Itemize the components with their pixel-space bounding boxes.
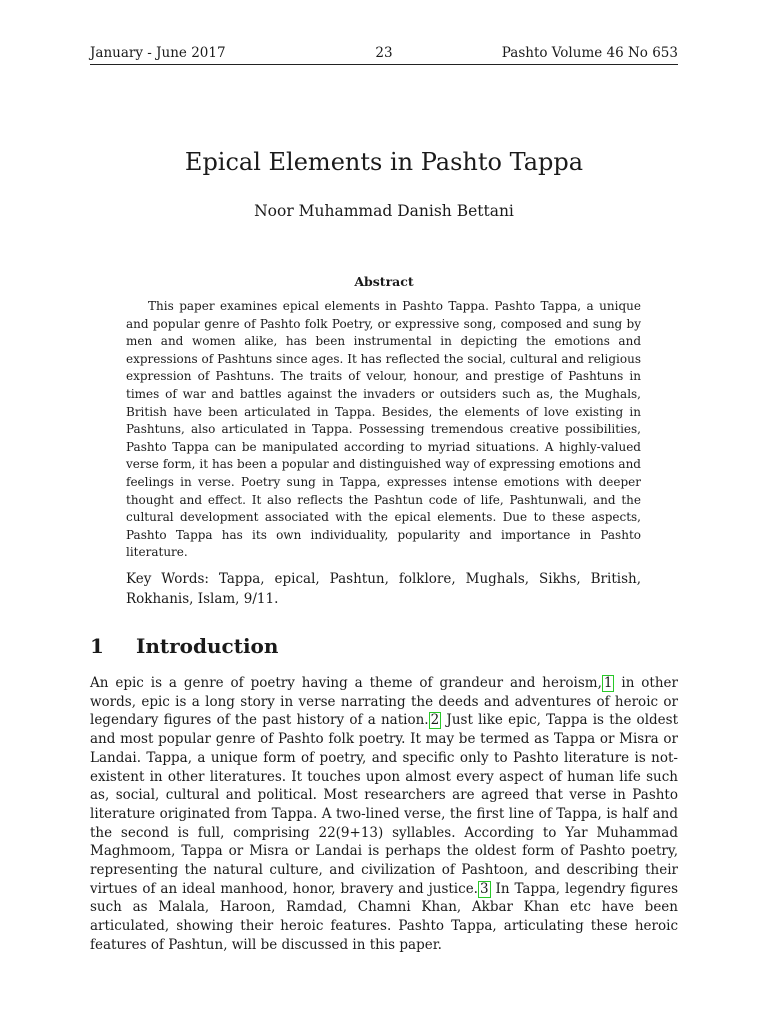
paper-title: Epical Elements in Pashto Tappa	[184, 148, 584, 176]
section-number: 1	[90, 634, 104, 658]
intro-text-1: An epic is a genre of poetry having a theme of grandeur and heroism,	[90, 675, 602, 691]
section-heading-introduction	[90, 633, 678, 659]
abstract-heading: Abstract	[354, 274, 414, 289]
intro-text-2: in other words, epic is a long story in verse narrating the deeds and adventures of heroic or legendary figures of the past history of a nation.	[90, 675, 678, 729]
page-number: 23	[375, 45, 393, 61]
intro-text-3: Just like epic, Tappa is the oldest and most popular genre of Pashto folk poetry. It may be termed as Tappa or Misra or Landai. Tappa, a unique form of poetry, and specific only to Pashto literature is not-existent in other literatures. It touches upon almost every aspect of human life such as, social, cultural and political. Most researchers are agreed that verse in Pashto literature originated from Tappa. A two-lined verse, the first line of Tappa, is half and the second is full, comprising 22(9+13) syllables. According to Yar Muhammad Maghmoom, Tappa or Misra or Landai is perhaps the oldest form of Pashto poetry, representing the natural culture, and civilization of Pashtoon, and describing their virtues of an ideal manhood, honor, bravery and justice.	[90, 712, 678, 897]
journal-volume: Pashto Volume 46 No 653	[501, 45, 678, 61]
introduction-paragraph	[90, 674, 678, 955]
author-name: Noor Muhammad Danish Bettani	[254, 202, 514, 220]
citation-link-3[interactable]: 3	[479, 880, 489, 897]
citation-link-2[interactable]: 2	[430, 712, 440, 729]
keywords: Key Words: Tappa, epical, Pashtun, folklore, Mughals, Sikhs, British, Rokhanis, Islam, 9/11.	[126, 571, 641, 607]
abstract-text: This paper examines epical elements in Pashto Tappa. Pashto Tappa, a unique and popular genre of Pashto folk Poetry, or expressive song, composed and sung by men and women alike, has been instrumental in depicting the emotions and expressions of Pashtuns since ages. It has reflected the social, cultural and religious expression of Pashtuns. The traits of velour, honour, and prestige of Pashtuns in times of war and battles against the invaders or outsiders such as, the Mughals, British have been articulated in Tappa. Besides, the elements of love existing in Pashtuns, also articulated in Tappa. Possessing tremendous creative possibilities, Pashto Tappa can be manipulated according to myriad situations. A highly-valued verse form, it has been a popular and distinguished way of expressing emotions and feelings in verse. Poetry sung in Tappa, expresses intense emotions with deeper thought and effect. It also reflects the Pashtun code of life, Pashtunwali, and the cultural development associated with the epical elements. Due to these aspects, Pashto Tappa has its own individuality, popularity and importance in Pashto literature.	[126, 299, 641, 560]
running-head	[90, 44, 678, 65]
citation-link-1[interactable]: 1	[603, 675, 613, 691]
issue-date: January - June 2017	[90, 45, 226, 61]
section-title: Introduction	[136, 634, 279, 658]
intro-text-4: In Tappa, legendry figures such as Malala, Haroon, Ramdad, Chamni Khan, Akbar Khan etc have been articulated, showing their heroic features. Pashto Tappa, articulating these heroic features of Pashtun, will be discussed in this paper.	[90, 880, 679, 953]
